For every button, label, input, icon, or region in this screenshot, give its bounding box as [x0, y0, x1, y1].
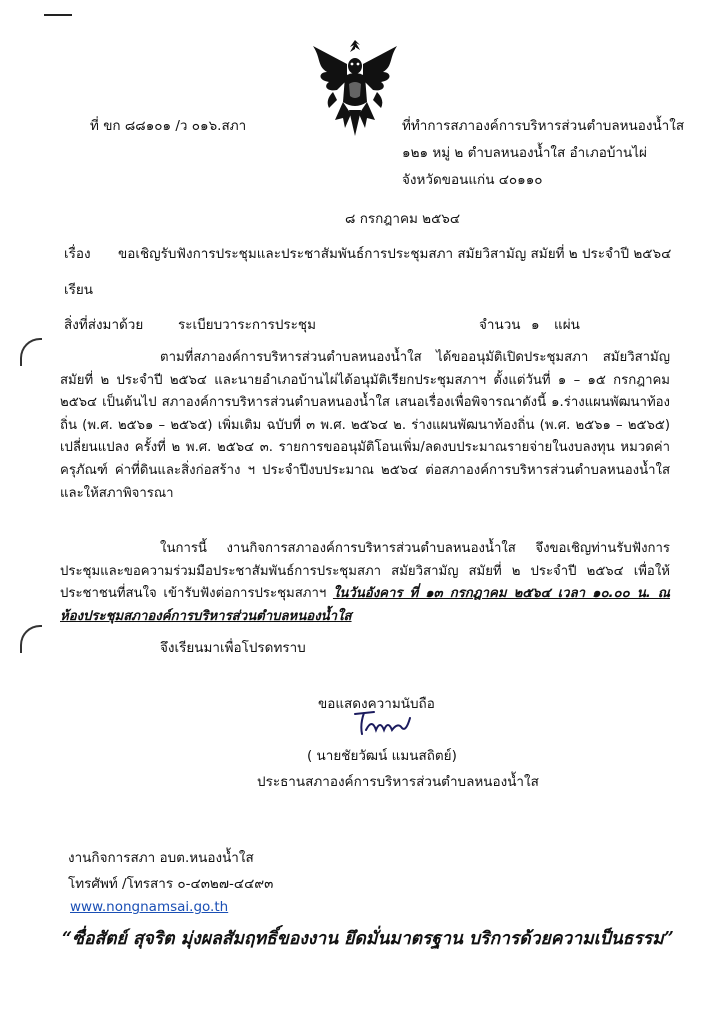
enclosure-label: สิ่งที่ส่งมาด้วย	[64, 317, 144, 333]
garuda-emblem-icon	[303, 36, 407, 140]
office-slogan: “ซื่อสัตย์ สุจริต มุ่งผลสัมฤทธิ์ของงาน ยึดมั่นมาตรฐาน บริการด้วยความเป็นธรรม”	[62, 929, 674, 949]
enclosure-count-unit: แผ่น	[554, 317, 580, 333]
to-label: เรียน	[64, 282, 94, 298]
footer-phone: โทรศัพท์ /โทรสาร ๐-๔๓๒๗-๔๔๙๓	[68, 876, 274, 892]
corner-mark	[44, 14, 72, 16]
signatory-position: ประธานสภาองค์การบริหารส่วนตำบลหนองน้ำใส	[257, 774, 539, 790]
handwritten-signature	[352, 708, 414, 738]
address-line-2: ๑๒๑ หมู่ ๒ ตำบลหนองน้ำใส อำเภอบ้านไผ่	[402, 145, 647, 161]
enclosure-count-label: จำนวน	[479, 317, 521, 333]
regards-line: ขอแสดงความนับถือ	[318, 696, 435, 712]
body-paragraph-1	[60, 347, 670, 505]
subject-text: ขอเชิญรับฟังการประชุมและประชาสัมพันธ์การประชุมสภา สมัยวิสามัญ สมัยที่ ๒ ประจำปี ๒๕๖๔	[118, 246, 672, 262]
enclosure-count-value: ๑	[531, 317, 540, 333]
punch-hole-mark	[20, 625, 42, 653]
footer-office: งานกิจการสภา อบต.หนองน้ำใส	[68, 850, 254, 866]
enclosure-text: ระเบียบวาระการประชุม	[178, 317, 316, 333]
body-paragraph-2	[60, 538, 670, 628]
meeting-datetime-emphasis: ในวันอังคาร ที่ ๑๓ กรกฎาคม ๒๕๖๔ เวลา ๑๐.๐๐ น. ณ ห้องประชุมสภาองค์การบริหารส่วนตำบลหนองน้ำใส	[60, 586, 671, 624]
signatory-name: ( นายชัยวัฒน์ แมนสถิตย์)	[307, 748, 457, 764]
punch-hole-mark	[20, 338, 42, 366]
subject-label: เรื่อง	[64, 246, 91, 262]
letter-date: ๘ กรกฎาคม ๒๕๖๔	[345, 211, 461, 227]
address-line-1: ที่ทำการสภาองค์การบริหารส่วนตำบลหนองน้ำใส	[402, 118, 685, 134]
paragraph-1-text: ตามที่สภาองค์การบริหารส่วนตำบลหนองน้ำใส ได้ขออนุมัติเปิดประชุมสภา สมัยวิสามัญ สมัยที่ ๒ ประจำปี ๒๕๖๔ และนายอำเภอบ้านไผ่ได้อนุมัติเรียกประชุมสภาฯ ตั้งแต่วันที่ ๑ – ๑๕ กรกฎาคม ๒๕๖๔ เป็นต้นไป สภาองค์การบริหารส่วนตำบลหนองน้ำใส เสนอเรื่องเพื่อพิจารณาดังนี้ ๑.ร่างแผนพัฒนาท้องถิ่น (พ.ศ. ๒๕๖๑ – ๒๕๖๕) เพิ่มเติม ฉบับที่ ๓ พ.ศ. ๒๕๖๔ ๒. ร่างแผนพัฒนาท้องถิ่น (พ.ศ. ๒๕๖๑ – ๒๕๖๕) เปลี่ยนแปลง ครั้งที่ ๒ พ.ศ. ๒๕๖๔ ๓. รายการขออนุมัติโอนเพิ่ม/ลดงบประมาณรายจ่ายในงบลงทุน หมวดค่าครุภัณฑ์ ค่าที่ดินและสิ่งก่อสร้าง ฯ ประจำปีงบประมาณ ๒๕๖๔ ต่อสภาองค์การบริหารส่วนตำบลหนองน้ำใสและให้สภาพิจารณา	[60, 350, 670, 501]
reference-number: ที่ ขก ๘๘๑๐๑ /ว ๐๑๖.สภา	[90, 118, 247, 134]
website-link[interactable]: www.nongnamsai.go.th	[70, 899, 229, 915]
paragraph-2-text: ในการนี้ งานกิจการสภาองค์การบริหารส่วนตำบลหนองน้ำใส จึงขอเชิญท่านรับฟังการประชุมและขอความร่วมมือประชาสัมพันธ์การประชุมสภา สมัยวิสามัญ สมัยที่ ๒ ประจำปี ๒๕๖๔ เพื่อให้ประชาชนที่สนใจ เข้ารับฟังต่อการประชุมสภาฯ	[60, 541, 670, 602]
address-line-3: จังหวัดขอนแก่น ๔๐๑๑๐	[402, 172, 543, 188]
closing-line: จึงเรียนมาเพื่อโปรดทราบ	[160, 640, 306, 656]
